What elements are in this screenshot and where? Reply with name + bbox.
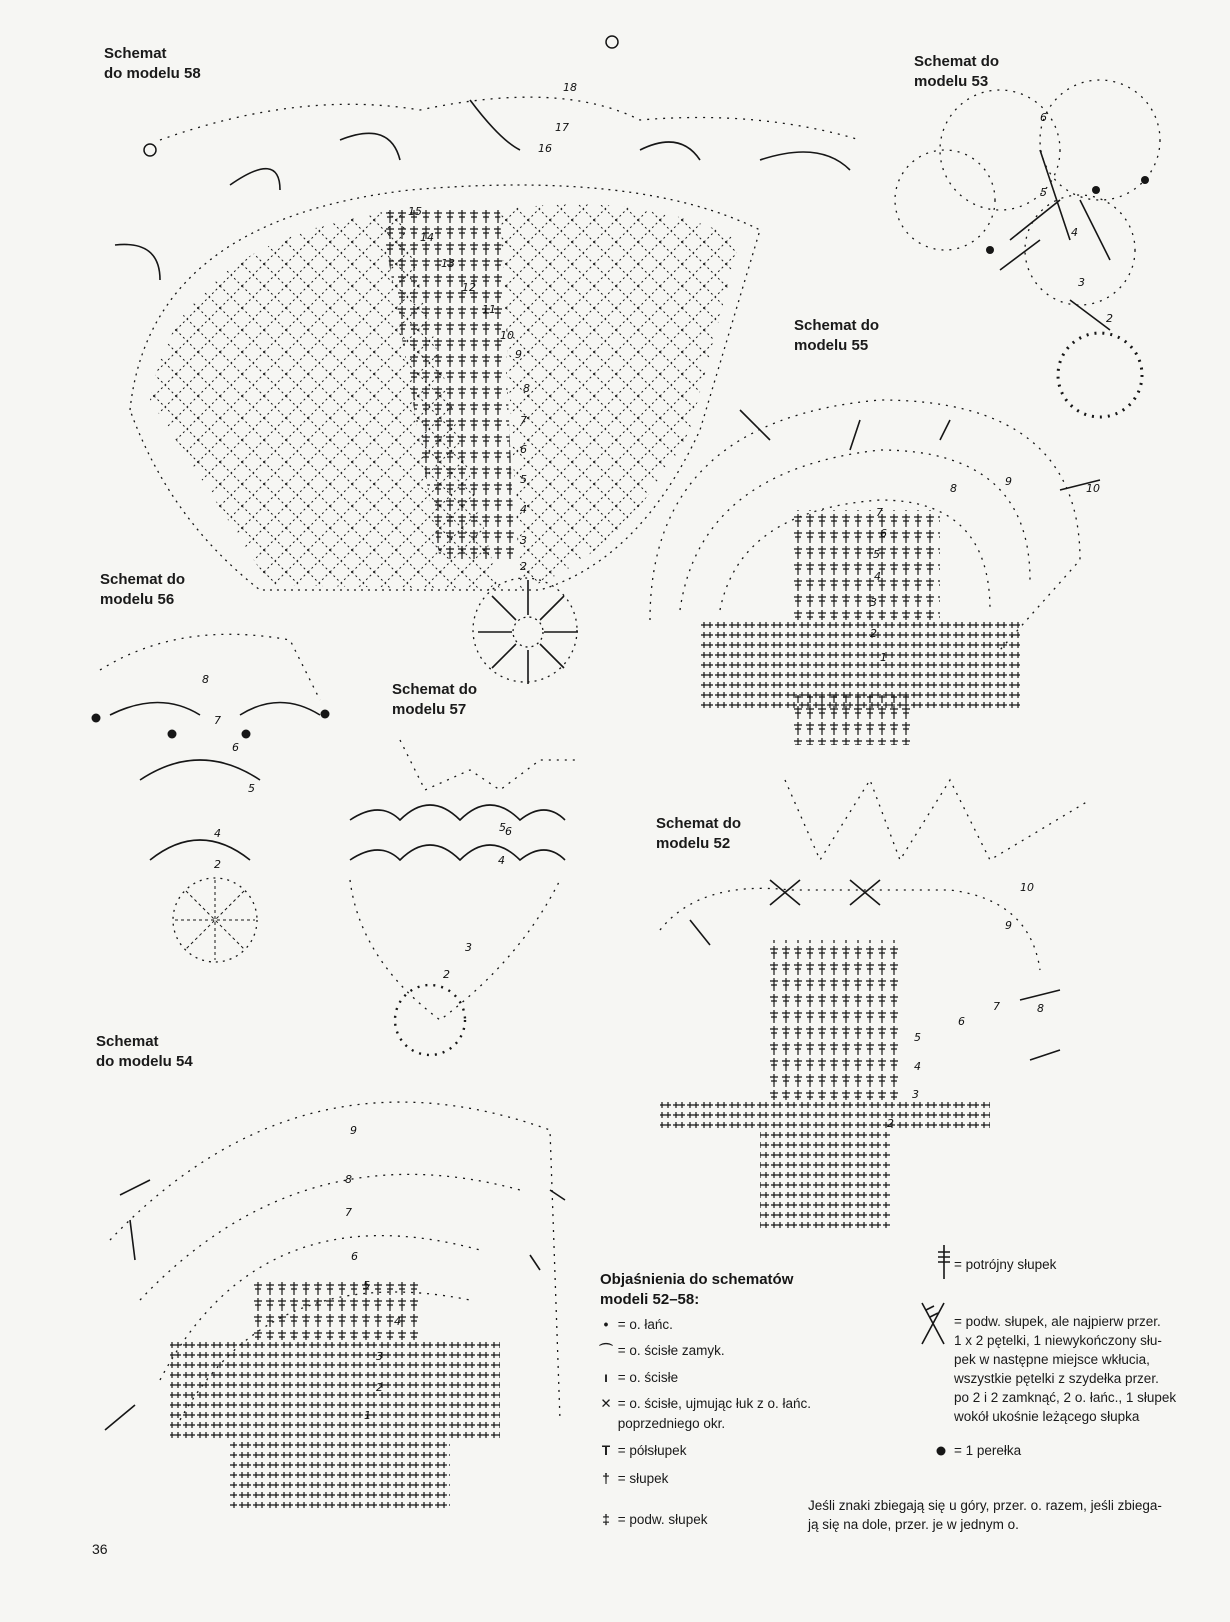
diagram-model-54 — [105, 1102, 565, 1510]
row-number: 6 — [520, 443, 527, 456]
row-number: 6 — [505, 825, 512, 838]
row-number: 6 — [1040, 111, 1047, 124]
row-number: 5 — [363, 1279, 370, 1292]
row-number: 4 — [1071, 226, 1078, 239]
row-number: 7 — [345, 1206, 352, 1219]
row-number: 4 — [520, 503, 527, 516]
diagram-model-56 — [92, 634, 330, 962]
row-number: 18 — [563, 81, 577, 94]
diagram-model-53 — [895, 80, 1160, 417]
legend-item: ‡ = podw. słupek — [602, 1512, 708, 1527]
legend-title: Objaśnienia do schematów modeli 52–58: — [600, 1271, 794, 1308]
row-number: 10 — [1020, 881, 1034, 894]
row-number: 2 — [214, 858, 221, 871]
row-number: 7 — [520, 414, 527, 427]
row-number: 9 — [515, 348, 522, 361]
legend-note: Jeśli znaki zbiegają się u góry, przer. o. razem, jeśli zbiega- ją się na dole, przer. je w jednym o. — [808, 1498, 1162, 1532]
row-number: 8 — [345, 1173, 352, 1186]
row-number: 14 — [420, 231, 434, 244]
legend-cross-treble: = podw. słupek, ale najpierw przer. 1 x 2 pętelki, 1 niewykończony słu- pek w następne miejsce wkłucia, wszystkie pętelki z szydełka przer. po 2 i 2 zamknąć, 2 o. łańc., 1 słupek wokół ukośnie leżącego słupka — [954, 1314, 1177, 1424]
label-model-53: Schemat do modelu 53 — [914, 53, 1000, 90]
legend-item: poprzedniego okr. — [617, 1416, 726, 1431]
legend-item: • = o. łańc. — [603, 1317, 673, 1332]
legend-triple: = potrójny słupek — [954, 1257, 1057, 1272]
row-number: 2 — [376, 1381, 383, 1394]
row-number: 15 — [408, 205, 422, 218]
row-number: 5 — [1040, 186, 1047, 199]
label-model-58: Schemat do modelu 58 — [104, 45, 201, 82]
crossed-treble-icon — [918, 1300, 948, 1348]
row-number: 7 — [214, 714, 221, 727]
row-number: 3 — [870, 596, 877, 609]
legend-item: ✕ = o. ścisłe, ujmując łuk z o. łańc. — [600, 1396, 811, 1411]
legend-item: ⌒ = o. ścisłe zamyk. — [599, 1343, 725, 1358]
row-number: 8 — [950, 482, 957, 495]
row-number: 2 — [520, 560, 527, 573]
row-number: 9 — [350, 1124, 357, 1137]
bead-icon — [934, 1444, 948, 1458]
row-number: 11 — [482, 303, 496, 316]
label-model-55: Schemat do modelu 55 — [794, 317, 880, 354]
legend-item: † = słupek — [602, 1471, 669, 1486]
row-number: 3 — [465, 941, 472, 954]
row-number: 5 — [248, 782, 255, 795]
page-number: 36 — [92, 1541, 108, 1557]
row-number: 8 — [1037, 1002, 1044, 1015]
row-number: 5 — [873, 548, 880, 561]
row-number: 7 — [876, 506, 883, 519]
row-number: 17 — [555, 121, 569, 134]
row-number: 6 — [880, 527, 887, 540]
row-number: 4 — [214, 827, 221, 840]
row-number: 6 — [351, 1250, 358, 1263]
row-number: 3 — [912, 1088, 919, 1101]
label-model-52: Schemat do modelu 52 — [656, 815, 742, 852]
row-number: 12 — [462, 281, 476, 294]
row-number: 5 — [914, 1031, 921, 1044]
triple-treble-icon — [934, 1244, 954, 1280]
row-number: 9 — [1005, 919, 1012, 932]
row-number: 3 — [520, 534, 527, 547]
row-number: 6 — [232, 741, 239, 754]
legend-item: T = półsłupek — [601, 1443, 687, 1458]
row-number: 2 — [1106, 312, 1113, 325]
row-number: 4 — [914, 1060, 921, 1073]
row-number: 1 — [364, 1409, 371, 1422]
row-number: 2 — [887, 1117, 894, 1130]
row-number: 9 — [1005, 475, 1012, 488]
label-model-57: Schemat do modelu 57 — [392, 681, 478, 718]
diagram-model-57 — [350, 740, 575, 1055]
row-number: 4 — [394, 1315, 401, 1328]
row-number: 4 — [498, 854, 505, 867]
row-number: 1 — [880, 651, 887, 664]
row-number: 5 — [499, 821, 506, 834]
row-number: 3 — [376, 1350, 383, 1363]
row-number: 16 — [538, 142, 552, 155]
row-number: 2 — [870, 627, 877, 640]
row-number: 13 — [441, 257, 455, 270]
diagram-model-58 — [115, 36, 860, 684]
row-number: 3 — [1078, 276, 1085, 289]
row-number: 8 — [202, 673, 209, 686]
row-number: 4 — [874, 570, 881, 583]
legend-bead: = 1 perełka — [954, 1443, 1022, 1458]
row-number: 10 — [500, 329, 514, 342]
row-number: 7 — [993, 1000, 1000, 1013]
row-number: 10 — [1086, 482, 1100, 495]
label-model-54: Schemat do modelu 54 — [96, 1033, 193, 1070]
label-model-56: Schemat do modelu 56 — [100, 571, 186, 608]
row-number: 5 — [520, 473, 527, 486]
row-number: 8 — [523, 382, 530, 395]
row-number: 6 — [958, 1015, 965, 1028]
legend-item: ı = o. ścisłe — [604, 1370, 679, 1385]
row-number: 2 — [443, 968, 450, 981]
